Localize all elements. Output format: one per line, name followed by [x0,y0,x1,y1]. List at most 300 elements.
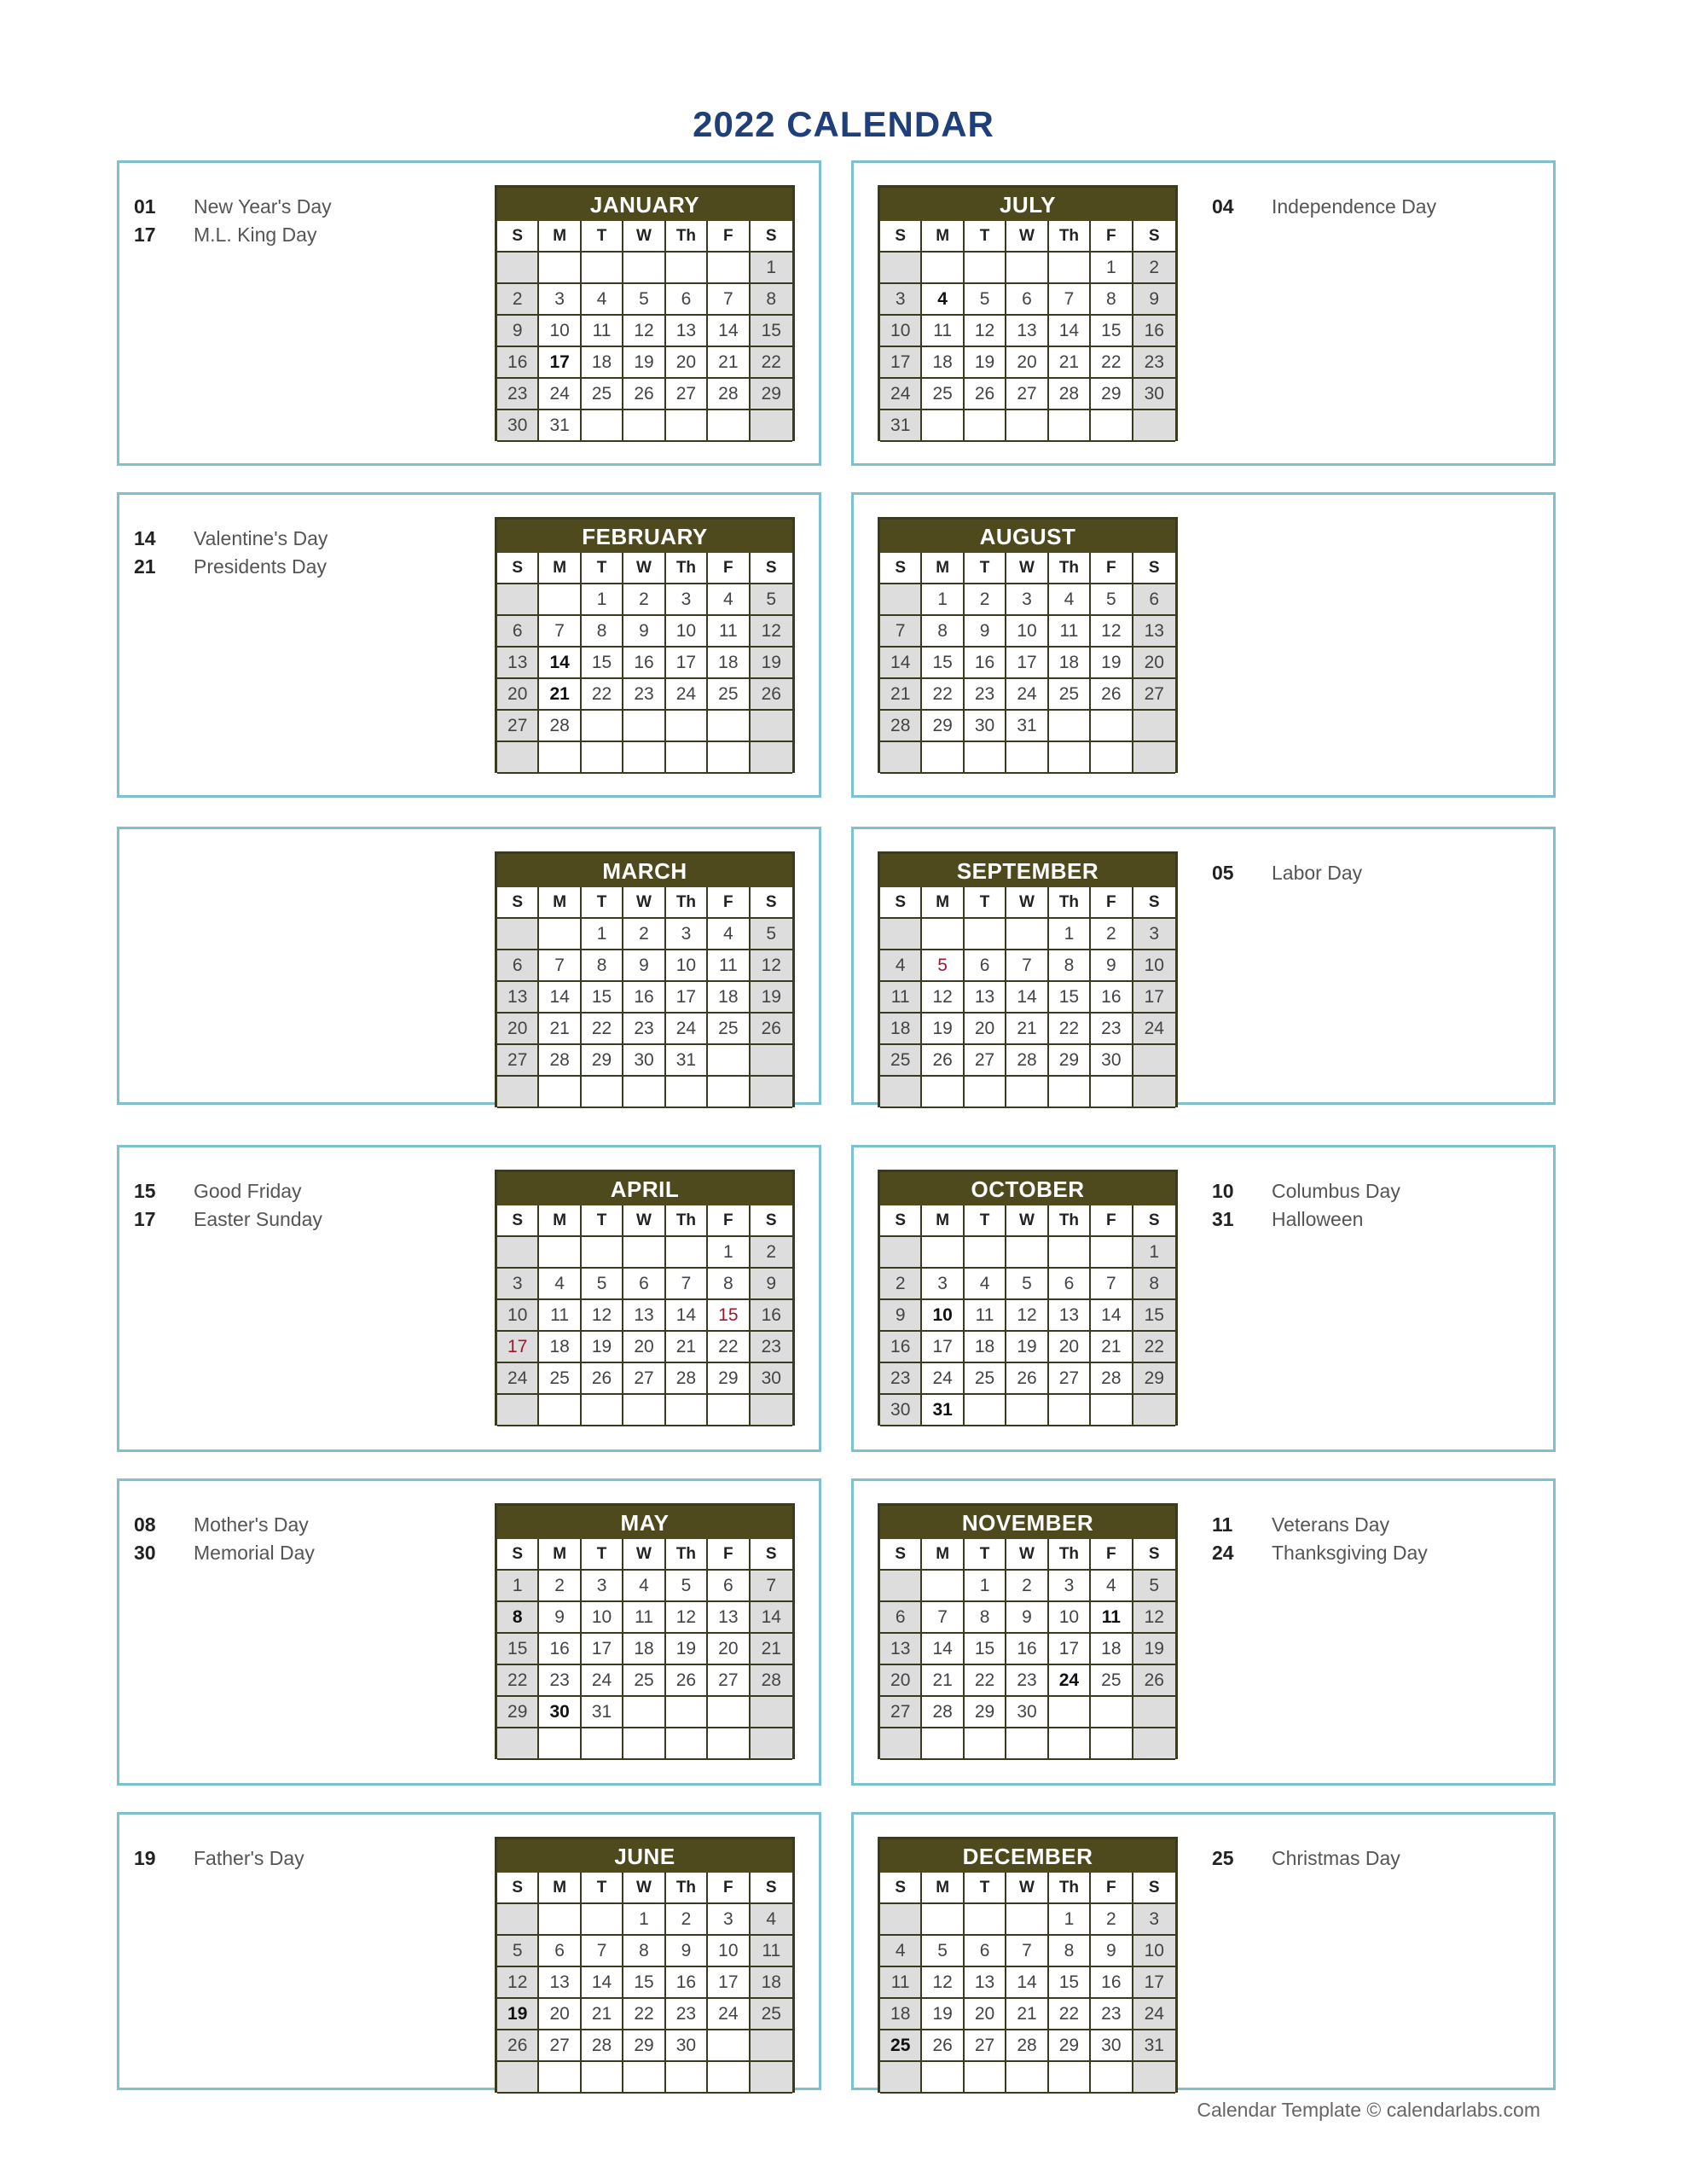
day-cell: 6 [880,1602,922,1634]
day-cell: 17 [708,1967,750,1999]
weekday-header: S [751,887,792,919]
empty-day-cell [666,253,708,284]
empty-day-cell [965,1728,1006,1760]
day-cell: 5 [965,284,1006,316]
empty-day-cell [751,1395,792,1426]
month-title: JUNE [497,1839,792,1873]
weekday-header: T [582,221,623,253]
day-cell: 6 [497,950,539,982]
day-cell: 31 [880,410,922,442]
day-cell: 22 [751,347,792,379]
day-cell: 19 [666,1634,708,1665]
day-cell: 19 [623,347,665,379]
day-cell: 1 [1091,253,1133,284]
month-calendar-may [495,1503,795,1759]
weekday-header: Th [666,1873,708,1904]
day-cell: 11 [623,1602,665,1634]
day-cell: 27 [666,379,708,410]
day-cell: 16 [1091,982,1133,1014]
day-cell: 26 [1006,1363,1048,1395]
day-cell: 16 [666,1967,708,1999]
empty-day-cell [666,2062,708,2094]
day-cell: 2 [1006,1571,1048,1602]
day-cell: 16 [623,982,665,1014]
day-cell: 25 [1049,679,1091,711]
day-cell: 29 [1049,1045,1091,1077]
empty-day-cell [539,584,581,616]
holiday-list [1212,859,1362,887]
empty-day-cell [582,711,623,742]
holiday-name: Columbus Day [1272,1180,1400,1202]
weekday-header: M [539,221,581,253]
weekday-header: S [880,1873,922,1904]
day-cell: 20 [666,347,708,379]
weekday-header: T [965,887,1006,919]
day-cell: 30 [751,1363,792,1395]
day-cell: 27 [497,1045,539,1077]
day-cell: 23 [1133,347,1175,379]
day-cell: 17 [497,1332,539,1363]
month-title: JANUARY [497,188,792,221]
weekday-header: W [1006,1205,1048,1237]
day-cell: 4 [539,1269,581,1300]
empty-day-cell [965,919,1006,950]
day-cell: 20 [497,1014,539,1045]
empty-day-cell [1006,919,1048,950]
day-cell: 8 [1049,1936,1091,1967]
day-cell: 6 [1133,584,1175,616]
day-cell: 14 [1049,316,1091,347]
holiday-date: 04 [1212,195,1234,218]
holiday-name: Halloween [1272,1208,1364,1230]
day-cell: 9 [623,616,665,648]
empty-day-cell [965,1237,1006,1269]
day-cell: 22 [582,679,623,711]
month-calendar-october [878,1170,1178,1426]
day-cell: 28 [1049,379,1091,410]
day-cell: 28 [1006,1045,1048,1077]
day-cell: 24 [880,379,922,410]
weekday-header: W [623,221,665,253]
empty-day-cell [1133,2062,1175,2094]
month-calendar-december [878,1837,1178,2093]
holiday-list [134,1177,322,1234]
day-cell: 25 [965,1363,1006,1395]
empty-day-cell [1049,711,1091,742]
day-cell: 18 [582,347,623,379]
empty-day-cell [751,1697,792,1728]
holiday-item [134,1511,315,1539]
weekday-header: M [539,887,581,919]
day-cell: 23 [965,679,1006,711]
empty-day-cell [965,742,1006,774]
empty-day-cell [623,253,665,284]
day-cell: 14 [708,316,750,347]
day-cell: 27 [623,1363,665,1395]
day-cell: 24 [1049,1665,1091,1697]
weekday-header: F [708,1205,750,1237]
day-cell: 22 [497,1665,539,1697]
weekday-header: S [751,1873,792,1904]
day-cell: 15 [1049,982,1091,1014]
empty-day-cell [751,2062,792,2094]
day-cell: 11 [708,616,750,648]
empty-day-cell [880,584,922,616]
day-cell: 13 [497,982,539,1014]
empty-day-cell [1049,1237,1091,1269]
empty-day-cell [751,410,792,442]
day-cell: 11 [1091,1602,1133,1634]
day-cell: 2 [623,584,665,616]
day-cell: 25 [1091,1665,1133,1697]
empty-day-cell [1133,410,1175,442]
day-cell: 21 [1006,1014,1048,1045]
month-title: OCTOBER [880,1172,1175,1205]
empty-day-cell [582,1237,623,1269]
day-cell: 15 [497,1634,539,1665]
weekday-header: T [582,1539,623,1571]
weekday-header: S [497,1873,539,1904]
day-cell: 28 [582,2030,623,2062]
empty-day-cell [708,1395,750,1426]
holiday-item [1212,1177,1400,1205]
day-cell: 29 [1133,1363,1175,1395]
day-cell: 23 [623,1014,665,1045]
day-cell: 25 [922,379,964,410]
weekday-header: Th [1049,887,1091,919]
day-cell: 3 [1049,1571,1091,1602]
day-cell: 26 [965,379,1006,410]
empty-day-cell [880,742,922,774]
day-cell: 16 [751,1300,792,1332]
weekday-header: S [880,887,922,919]
day-cell: 12 [582,1300,623,1332]
weekday-header: S [1133,553,1175,584]
empty-day-cell [708,253,750,284]
day-cell: 29 [922,711,964,742]
day-cell: 15 [623,1967,665,1999]
day-cell: 11 [582,316,623,347]
day-cell: 26 [1091,679,1133,711]
weekday-header: W [623,1873,665,1904]
day-cell: 4 [922,284,964,316]
day-cell: 10 [497,1300,539,1332]
day-cell: 21 [880,679,922,711]
day-cell: 30 [623,1045,665,1077]
day-cell: 30 [1006,1697,1048,1728]
empty-day-cell [751,742,792,774]
day-cell: 19 [965,347,1006,379]
day-cell: 10 [1133,950,1175,982]
day-cell: 4 [965,1269,1006,1300]
day-cell: 16 [965,648,1006,679]
day-cell: 9 [880,1300,922,1332]
day-cell: 16 [1006,1634,1048,1665]
weekday-header: F [708,221,750,253]
weekday-header: Th [666,1205,708,1237]
holiday-date: 19 [134,1847,156,1869]
day-cell: 15 [708,1300,750,1332]
day-cell: 24 [922,1363,964,1395]
weekday-header: S [1133,887,1175,919]
day-cell: 3 [1133,919,1175,950]
empty-day-cell [666,742,708,774]
day-cell: 3 [582,1571,623,1602]
day-cell: 14 [751,1602,792,1634]
weekday-header: T [965,221,1006,253]
weekday-header: F [1091,221,1133,253]
day-cell: 3 [1133,1904,1175,1936]
day-cell: 3 [922,1269,964,1300]
day-cell: 9 [965,616,1006,648]
day-cell: 18 [623,1634,665,1665]
empty-day-cell [1133,1077,1175,1108]
empty-day-cell [582,1395,623,1426]
weekday-header: S [751,1205,792,1237]
day-cell: 4 [1049,584,1091,616]
day-cell: 6 [497,616,539,648]
month-calendar-august [878,517,1178,773]
day-cell: 20 [708,1634,750,1665]
empty-day-cell [880,1237,922,1269]
day-cell: 14 [539,982,581,1014]
holiday-date: 10 [1212,1180,1234,1202]
day-cell: 15 [582,982,623,1014]
day-cell: 8 [623,1936,665,1967]
weekday-header: F [1091,553,1133,584]
day-cell: 9 [623,950,665,982]
month-box-march [117,827,821,1105]
day-cell: 11 [965,1300,1006,1332]
weekday-header: M [539,1873,581,1904]
day-cell: 30 [1091,1045,1133,1077]
day-cell: 9 [1133,284,1175,316]
day-cell: 23 [666,1999,708,2030]
weekday-header: T [582,1205,623,1237]
day-cell: 25 [751,1999,792,2030]
day-cell: 19 [582,1332,623,1363]
weekday-header: Th [1049,221,1091,253]
holiday-name: Labor Day [1272,862,1363,884]
holiday-name: Valentine's Day [194,527,328,549]
empty-day-cell [1006,253,1048,284]
day-cell: 20 [623,1332,665,1363]
weekday-header: W [623,1539,665,1571]
holiday-date: 31 [1212,1208,1234,1230]
day-cell: 5 [497,1936,539,1967]
day-cell: 5 [582,1269,623,1300]
empty-day-cell [1006,1237,1048,1269]
day-cell: 11 [751,1936,792,1967]
holiday-item [134,193,332,221]
day-cell: 30 [497,410,539,442]
day-cell: 29 [623,2030,665,2062]
month-title: MARCH [497,854,792,887]
empty-day-cell [666,1237,708,1269]
day-cell: 11 [708,950,750,982]
weekday-header: T [582,887,623,919]
day-cell: 1 [708,1237,750,1269]
empty-day-cell [708,1728,750,1760]
month-calendar-march [495,851,795,1107]
day-cell: 28 [751,1665,792,1697]
day-cell: 18 [880,1999,922,2030]
day-cell: 24 [1133,1999,1175,2030]
day-cell: 27 [708,1665,750,1697]
empty-day-cell [539,1237,581,1269]
holiday-date: 05 [1212,862,1234,884]
day-cell: 10 [708,1936,750,1967]
weekday-header: S [880,221,922,253]
weekday-header: S [751,1539,792,1571]
day-cell: 1 [1049,1904,1091,1936]
day-cell: 24 [497,1363,539,1395]
empty-day-cell [751,711,792,742]
day-cell: 23 [880,1363,922,1395]
month-box-may [117,1478,821,1786]
day-cell: 25 [623,1665,665,1697]
weekday-header: W [623,887,665,919]
day-cell: 31 [922,1395,964,1426]
empty-day-cell [623,2062,665,2094]
empty-day-cell [708,1697,750,1728]
day-cell: 16 [497,347,539,379]
holiday-list [1212,193,1436,221]
empty-day-cell [539,253,581,284]
day-cell: 18 [751,1967,792,1999]
day-cell: 15 [1049,1967,1091,1999]
day-cell: 12 [1091,616,1133,648]
day-cell: 22 [1049,1999,1091,2030]
day-cell: 26 [666,1665,708,1697]
day-cell: 27 [880,1697,922,1728]
empty-day-cell [1006,742,1048,774]
day-cell: 8 [497,1602,539,1634]
empty-day-cell [497,742,539,774]
holiday-list [1212,1844,1400,1873]
day-cell: 31 [666,1045,708,1077]
holiday-item [1212,1539,1428,1567]
day-cell: 14 [1091,1300,1133,1332]
day-cell: 24 [582,1665,623,1697]
month-box-december [851,1812,1556,2090]
day-cell: 11 [880,1967,922,1999]
holiday-item [134,1539,315,1567]
day-cell: 19 [922,1014,964,1045]
holiday-date: 08 [134,1513,156,1536]
empty-day-cell [1133,1697,1175,1728]
weekday-header: Th [1049,1539,1091,1571]
day-cell: 19 [497,1999,539,2030]
day-cell: 10 [666,616,708,648]
day-cell: 1 [582,584,623,616]
day-cell: 2 [666,1904,708,1936]
day-cell: 20 [880,1665,922,1697]
empty-day-cell [922,2062,964,2094]
day-cell: 10 [539,316,581,347]
day-cell: 6 [539,1936,581,1967]
empty-day-cell [623,711,665,742]
day-cell: 26 [751,1014,792,1045]
empty-day-cell [666,1728,708,1760]
weekday-header: S [497,1539,539,1571]
empty-day-cell [1133,742,1175,774]
empty-day-cell [1133,1728,1175,1760]
empty-day-cell [666,711,708,742]
weekday-header: M [539,553,581,584]
day-cell: 28 [539,711,581,742]
empty-day-cell [497,1728,539,1760]
day-cell: 10 [922,1300,964,1332]
empty-day-cell [623,1077,665,1108]
day-cell: 20 [539,1999,581,2030]
holiday-list [134,193,332,249]
weekday-header: T [965,1205,1006,1237]
weekday-header: F [708,1539,750,1571]
day-cell: 3 [880,284,922,316]
day-cell: 16 [539,1634,581,1665]
day-cell: 27 [965,2030,1006,2062]
empty-day-cell [623,1728,665,1760]
weekday-header: S [1133,1873,1175,1904]
day-cell: 26 [1133,1665,1175,1697]
weekday-header: Th [1049,1205,1091,1237]
holiday-name: Father's Day [194,1847,304,1869]
empty-day-cell [1091,1395,1133,1426]
month-box-april [117,1145,821,1452]
day-cell: 20 [1133,648,1175,679]
day-cell: 14 [1006,1967,1048,1999]
day-cell: 2 [1091,1904,1133,1936]
empty-day-cell [880,2062,922,2094]
holiday-item [1212,193,1436,221]
day-cell: 9 [539,1602,581,1634]
day-cell: 5 [751,584,792,616]
day-cell: 4 [751,1904,792,1936]
day-cell: 15 [1091,316,1133,347]
day-cell: 15 [751,316,792,347]
month-title: APRIL [497,1172,792,1205]
month-calendar-january [495,185,795,441]
day-cell: 18 [708,982,750,1014]
empty-day-cell [922,1237,964,1269]
holiday-date: 14 [134,527,156,549]
day-cell: 13 [708,1602,750,1634]
empty-day-cell [965,410,1006,442]
day-cell: 6 [708,1571,750,1602]
empty-day-cell [666,1077,708,1108]
empty-day-cell [922,742,964,774]
day-cell: 21 [539,1014,581,1045]
weekday-header: Th [1049,1873,1091,1904]
weekday-header: W [1006,887,1048,919]
day-cell: 21 [922,1665,964,1697]
day-cell: 30 [1091,2030,1133,2062]
day-cell: 24 [1133,1014,1175,1045]
day-cell: 13 [623,1300,665,1332]
empty-day-cell [708,2062,750,2094]
empty-day-cell [965,253,1006,284]
empty-day-cell [623,410,665,442]
day-cell: 29 [751,379,792,410]
weekday-header: W [1006,1539,1048,1571]
day-cell: 7 [582,1936,623,1967]
day-cell: 20 [965,1014,1006,1045]
day-cell: 25 [582,379,623,410]
empty-day-cell [1006,1904,1048,1936]
empty-day-cell [922,1728,964,1760]
day-cell: 12 [751,616,792,648]
